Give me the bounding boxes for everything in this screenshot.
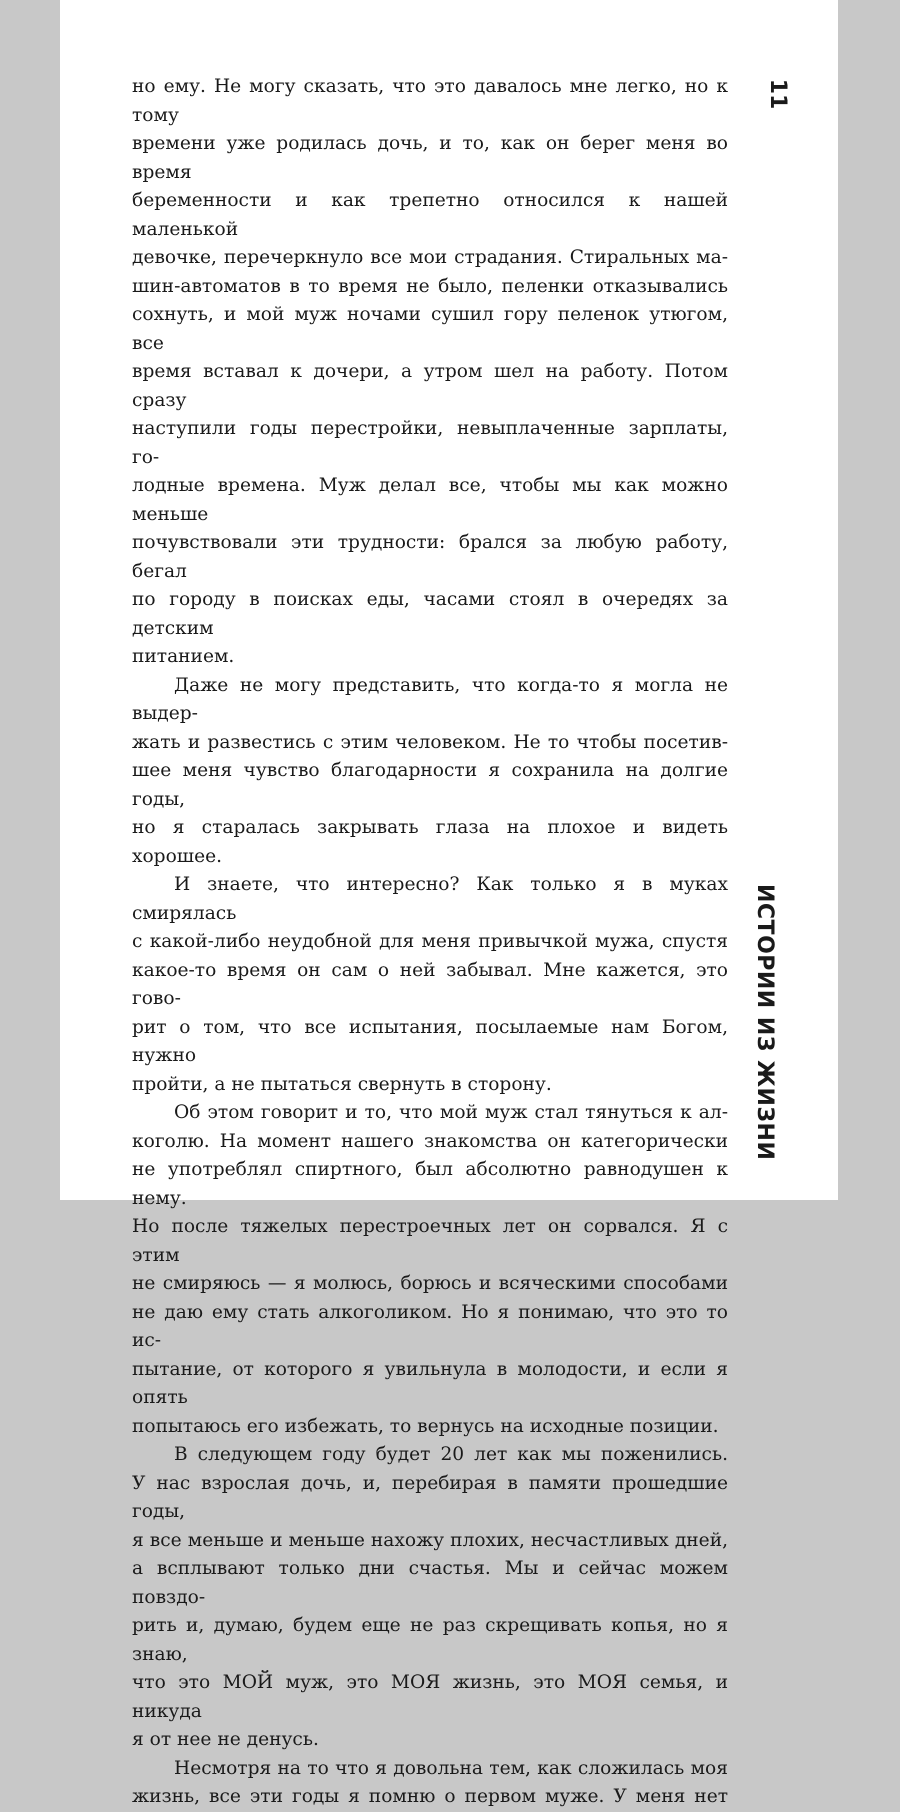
- text-line: Несмотря на то что я довольна тем, как сложилась моя: [174, 1757, 728, 1779]
- text-line: наступили годы перестройки, невыплаченные зарплаты, го-: [132, 418, 728, 468]
- text-line: не употреблял спиртного, был абсолютно равнодушен к нему.: [132, 1159, 728, 1209]
- text-line: но ему. Не могу сказать, что это давалось мне легко, но к тому: [132, 76, 728, 126]
- paragraph-5: [132, 1441, 728, 1755]
- text-line: В следующем году будет 20 лет как мы поженились.: [174, 1444, 728, 1465]
- text-line: я от нее не денусь.: [132, 1729, 319, 1750]
- page-number: 11: [765, 78, 790, 110]
- text-line: попытаюсь его избежать, то вернусь на исходные позиции.: [132, 1415, 719, 1437]
- text-line: коголю. На момент нашего знакомства он категорически: [132, 1130, 728, 1152]
- text-line: но я старалась закрывать глаза на плохое и видеть хорошее.: [132, 817, 728, 867]
- text-line: времени уже родилась дочь, и то, как он берег меня во время: [132, 133, 728, 183]
- text-line: Даже не могу представить, что когда-то я могла не выдер-: [132, 674, 728, 724]
- text-line: лодные времена. Муж делал все, чтобы мы как можно меньше: [132, 475, 728, 525]
- text-line: а всплывают только дни счастья. Мы и сейчас можем повздо-: [132, 1558, 728, 1608]
- text-line: время вставал к дочери, а утром шел на работу. Потом сразу: [132, 361, 728, 411]
- text-line: пройти, а не пытаться свернуть в сторону.: [132, 1073, 552, 1095]
- book-page: [60, 0, 838, 1807]
- text-line: я все меньше и меньше нахожу плохих, несчастливых дней,: [132, 1529, 728, 1551]
- text-line: жизнь, все эти годы я помню о первом муже. У меня нет: [132, 1786, 728, 1807]
- text-line: беременности и как трепетно относился к нашей маленькой: [132, 190, 728, 240]
- text-line: У нас взрослая дочь, и, перебирая в памяти прошедшие годы,: [132, 1472, 728, 1522]
- body-text: [132, 73, 728, 1812]
- text-line: И знаете, что интересно? Как только я в муках смирялась: [132, 874, 728, 924]
- paragraph-3: [132, 871, 728, 1099]
- text-line: по городу в поисках еды, часами стоял в очередях за детским: [132, 589, 728, 639]
- paragraph-1: [132, 73, 728, 672]
- text-line: девочке, перечеркнуло все мои страдания. Стиральных ма-: [132, 247, 728, 268]
- paragraph-2: [132, 672, 728, 872]
- text-line: не смиряюсь — я молюсь, борюсь и всяческими способами: [132, 1273, 728, 1294]
- text-line: не даю ему стать алкоголиком. Но я понимаю, что это то ис-: [132, 1301, 728, 1351]
- text-line: Об этом говорит и то, что мой муж стал тянуться к ал-: [174, 1102, 728, 1123]
- text-line: сохнуть, и мой муж ночами сушил гору пеленок утюгом, все: [132, 304, 728, 354]
- text-line: что это МОЙ муж, это МОЯ жизнь, это МОЯ семья, и никуда: [132, 1672, 728, 1722]
- text-line: с какой-либо неудобной для меня привычкой мужа, спустя: [132, 931, 728, 952]
- text-line: шин-автоматов в то время не было, пеленки отказывались: [132, 275, 728, 297]
- paragraph-4: [132, 1099, 728, 1441]
- running-head: ИСТОРИИ ИЗ ЖИЗНИ: [752, 884, 777, 1161]
- text-line: рит о том, что все испытания, посылаемые нам Богом, нужно: [132, 1016, 728, 1066]
- text-line: рить и, думаю, будем еще не раз скрещивать копья, но я знаю,: [132, 1615, 728, 1665]
- text-line: Но после тяжелых перестроечных лет он сорвался. Я с этим: [132, 1216, 728, 1266]
- paragraph-6: [132, 1755, 728, 1812]
- text-line: какое-то время он сам о ней забывал. Мне кажется, это гово-: [132, 959, 728, 1009]
- text-line: шее меня чувство благодарности я сохранила на долгие годы,: [132, 760, 728, 810]
- text-line: пытание, от которого я увильнула в молодости, и если я опять: [132, 1358, 728, 1408]
- text-line: почувствовали эти трудности: брался за любую работу, бегал: [132, 532, 728, 582]
- text-line: жать и развестись с этим человеком. Не то чтобы посетив-: [132, 731, 728, 753]
- text-line: питанием.: [132, 646, 235, 667]
